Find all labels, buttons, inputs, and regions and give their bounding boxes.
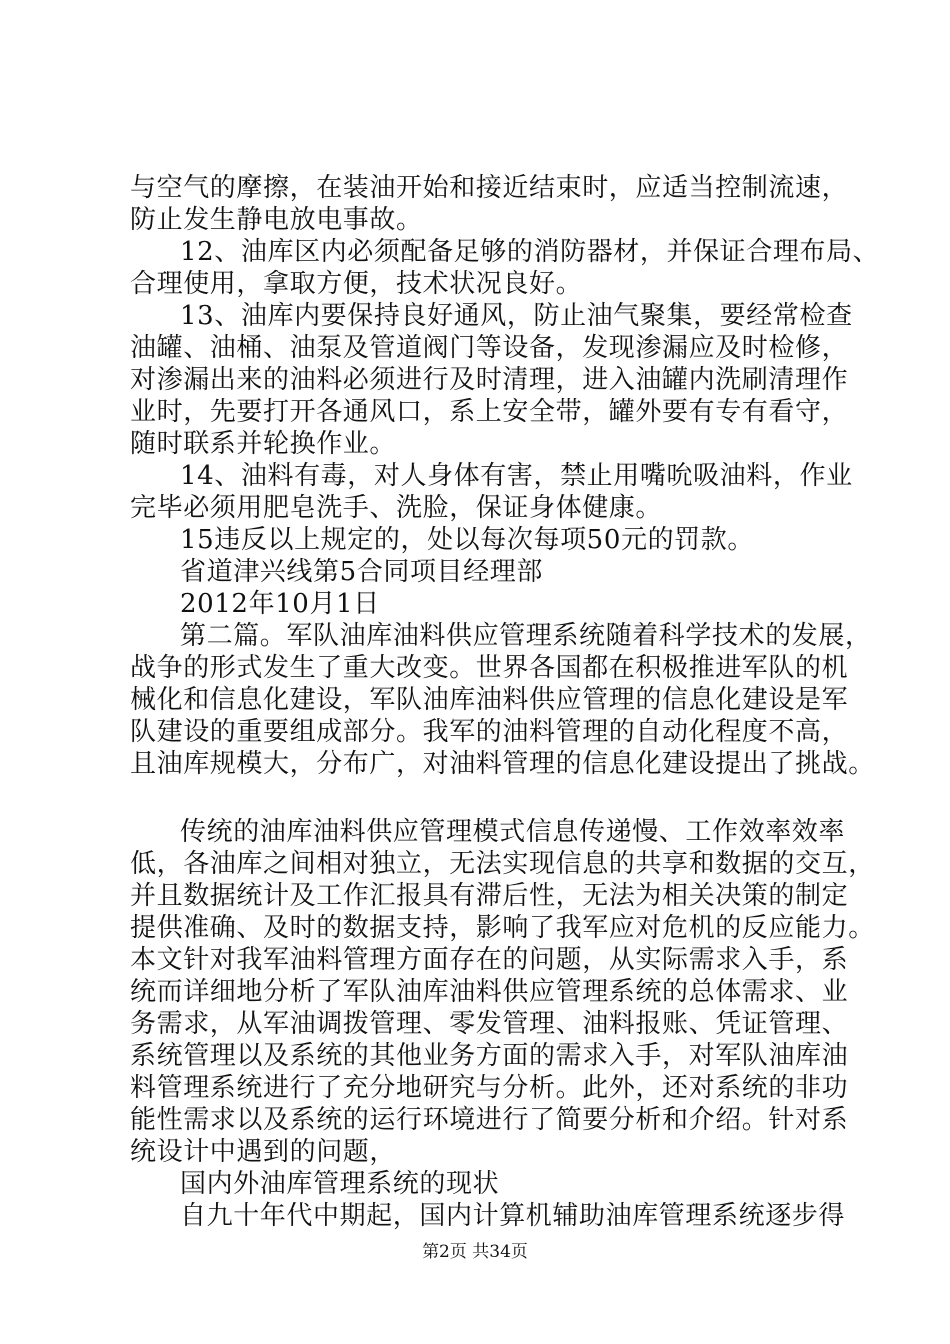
body-text-line: 业时，先要打开各通风口，系上安全带，罐外要有专有看守， — [130, 397, 849, 427]
body-text-line: 系统管理以及系统的其他业务方面的需求入手，对军队油库油 — [130, 1041, 849, 1071]
body-text-line: 队建设的重要组成部分。我军的油料管理的自动化程度不高， — [130, 717, 849, 747]
signature-date: 2012年10月1日 — [180, 589, 380, 619]
body-text-line: 务需求，从军油调拨管理、零发管理、油料报账、凭证管理、 — [130, 1009, 849, 1039]
body-text-line: 15违反以上规定的，处以每次每项50元的罚款。 — [180, 525, 754, 555]
body-text-line: 12、油库区内必须配备足够的消防器材，并保证合理布局、 — [180, 237, 880, 267]
page-number-footer: 第2页 共34页 — [422, 1242, 528, 1262]
body-text-line: 械化和信息化建设，军队油库油料供应管理的信息化建设是军 — [130, 685, 849, 715]
body-text-line: 对渗漏出来的油料必须进行及时清理，进入油罐内洗刷清理作 — [130, 365, 849, 395]
body-text-line: 且油库规模大，分布广，对油料管理的信息化建设提出了挑战。 — [130, 749, 875, 779]
body-text-line: 合理使用，拿取方便，技术状况良好。 — [130, 269, 583, 299]
body-text-line: 油罐、油桶、油泵及管道阀门等设备，发现渗漏应及时检修， — [130, 333, 849, 363]
body-text-line: 统而详细地分析了军队油库油料供应管理系统的总体需求、业 — [130, 977, 849, 1007]
body-text-line: 13、油库内要保持良好通风，防止油气聚集，要经常检查 — [180, 301, 853, 331]
body-text-line: 完毕必须用肥皂洗手、洗脸，保证身体健康。 — [130, 493, 663, 523]
body-text-line: 自九十年代中期起，国内计算机辅助油库管理系统逐步得 — [180, 1201, 846, 1231]
body-text-line: 第二篇。军队油库油料供应管理系统随着科学技术的发展， — [180, 621, 872, 651]
body-text-line: 防止发生静电放电事故。 — [130, 205, 423, 235]
body-text-line: 14、油料有毒，对人身体有害，禁止用嘴吮吸油料，作业 — [180, 461, 853, 491]
body-text-line: 料管理系统进行了充分地研究与分析。此外，还对系统的非功 — [130, 1073, 849, 1103]
section-heading: 国内外油库管理系统的现状 — [180, 1169, 500, 1199]
signature-organization: 省道津兴线第5合同项目经理部 — [180, 557, 543, 587]
body-text-line: 战争的形式发生了重大改变。世界各国都在积极推进军队的机 — [130, 653, 849, 683]
body-text-line: 与空气的摩擦，在装油开始和接近结束时，应适当控制流速， — [130, 173, 849, 203]
body-text-line: 传统的油库油料供应管理模式信息传递慢、工作效率效率 — [180, 817, 846, 847]
body-text-line: 本文针对我军油料管理方面存在的问题，从实际需求入手，系 — [130, 945, 849, 975]
body-text-line: 并且数据统计及工作汇报具有滞后性，无法为相关决策的制定 — [130, 881, 849, 911]
body-text-line: 随时联系并轮换作业。 — [130, 429, 397, 459]
body-text-line: 能性需求以及系统的运行环境进行了简要分析和介绍。针对系 — [130, 1105, 849, 1135]
body-text-line: 统设计中遇到的问题， — [130, 1137, 397, 1167]
body-text-line: 低，各油库之间相对独立，无法实现信息的共享和数据的交互， — [130, 849, 875, 879]
body-text-line: 提供准确、及时的数据支持，影响了我军应对危机的反应能力。 — [130, 913, 875, 943]
